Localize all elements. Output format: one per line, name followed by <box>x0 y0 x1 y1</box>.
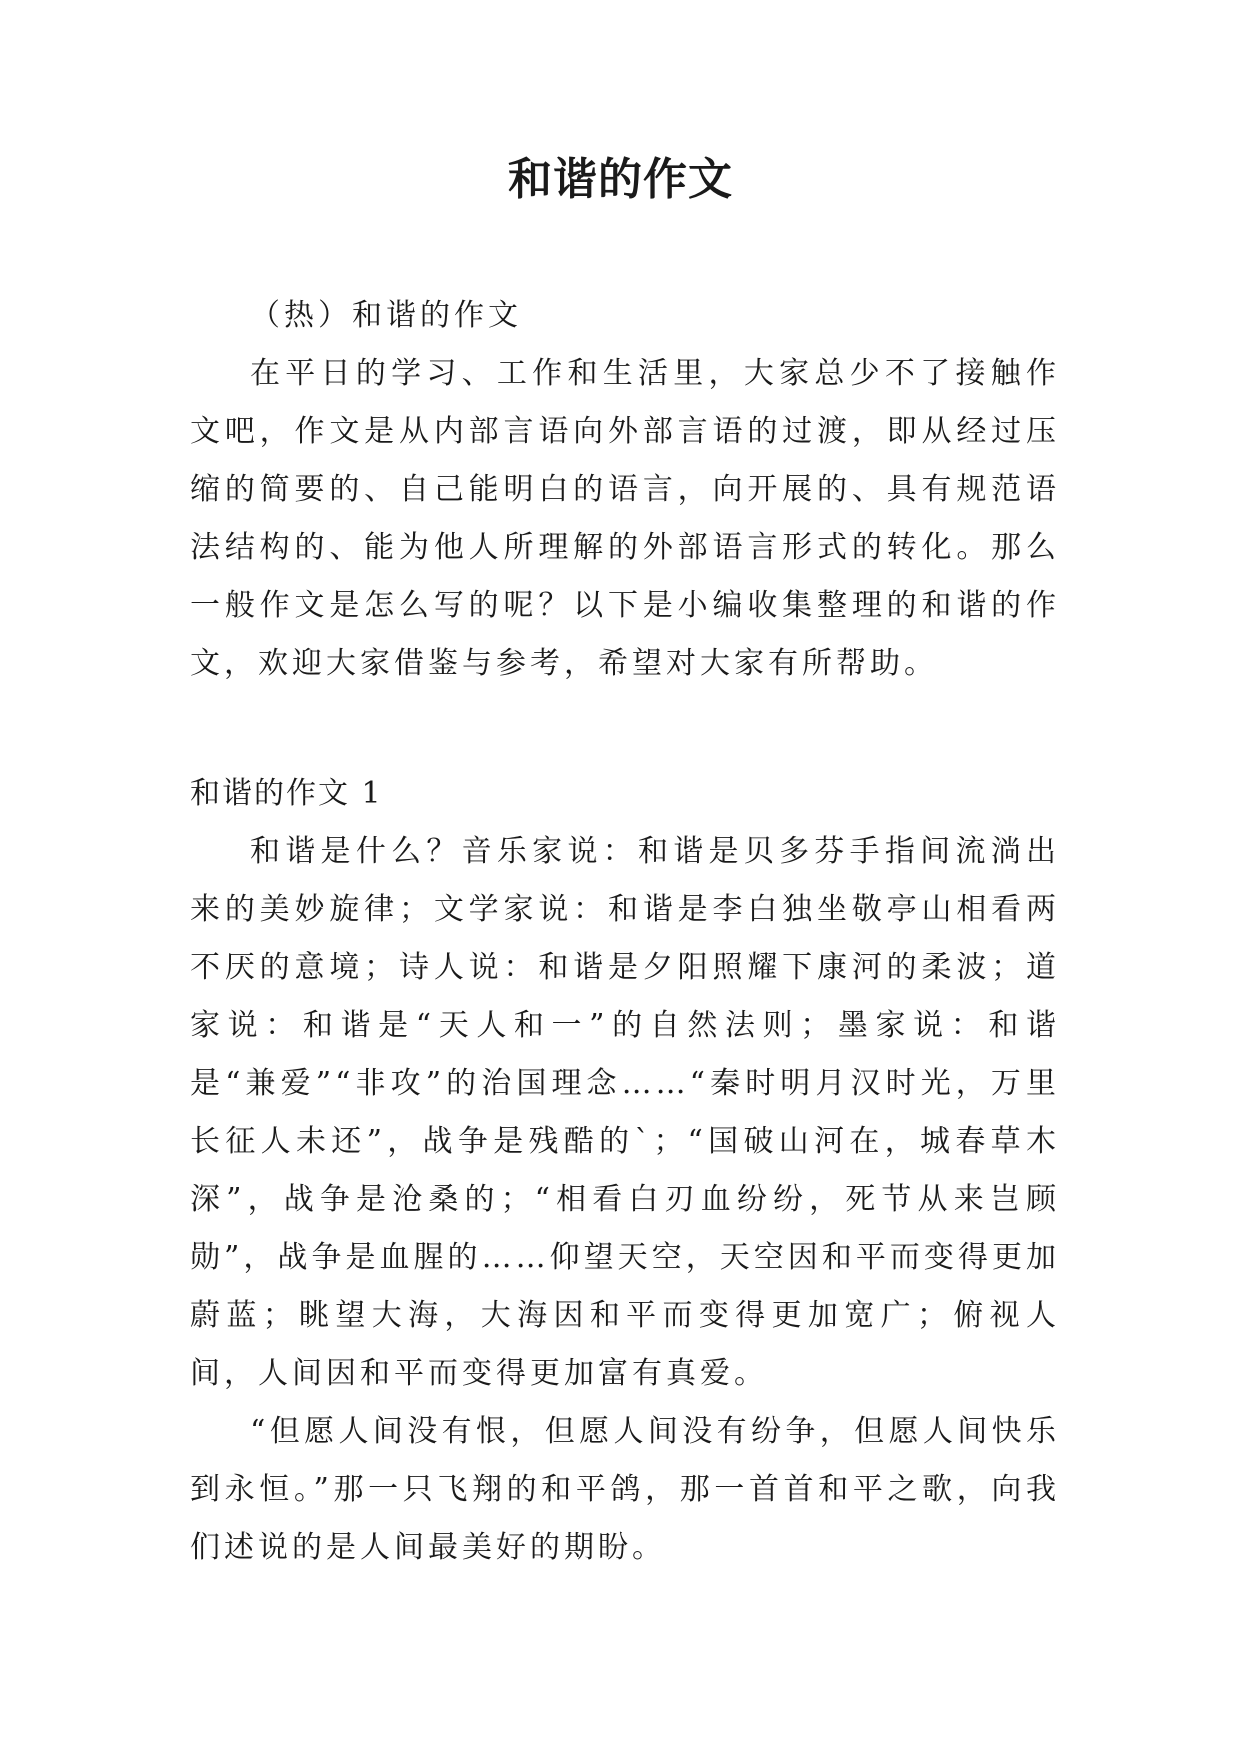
section-paragraph: “但愿人间没有恨，但愿人间没有纷争，但愿人间快乐到永恒。”那一只飞翔的和平鸽，那一首首和平之歌，向我们述说的是人间最美好的期盼。 <box>190 1414 1060 1565</box>
document-title: 和谐的作文 <box>508 154 733 205</box>
intro-paragraph: 在平日的学习、工作和生活里，大家总少不了接触作文吧，作文是从内部言语向外部言语的过渡，即从经过压缩的简要的、自己能明白的语言，向开展的、具有规范语法结构的、能为他人所理解的外部语言形式的转化。那么一般作文是怎么写的呢？以下是小编收集整理的和谐的作文，欢迎大家借鉴与参考，希望对大家有所帮助。 <box>190 356 1060 681</box>
intro-line: （热）和谐的作文 <box>250 298 522 333</box>
document-body <box>190 287 1060 1577</box>
section-heading: 和谐的作文 1 <box>190 776 383 811</box>
section-paragraph: 和谐是什么？音乐家说：和谐是贝多芬手指间流淌出来的美妙旋律；文学家说：和谐是李白独坐敬亭山相看两不厌的意境；诗人说：和谐是夕阳照耀下康河的柔波；道家说：和谐是“天人和一”的自然法则；墨家说：和谐是“兼爱”“非攻”的治国理念……“秦时明月汉时光，万里长征人未还”，战争是残酷的`；“国破山河在，城春草木深”，战争是沧桑的；“相看白刃血纷纷，死节从来岂顾勋”，战争是血腥的……仰望天空，天空因和平而变得更加蔚蓝；眺望大海，大海因和平而变得更加宽广；俯视人间，人间因和平而变得更加富有真爱。 <box>190 834 1060 1391</box>
